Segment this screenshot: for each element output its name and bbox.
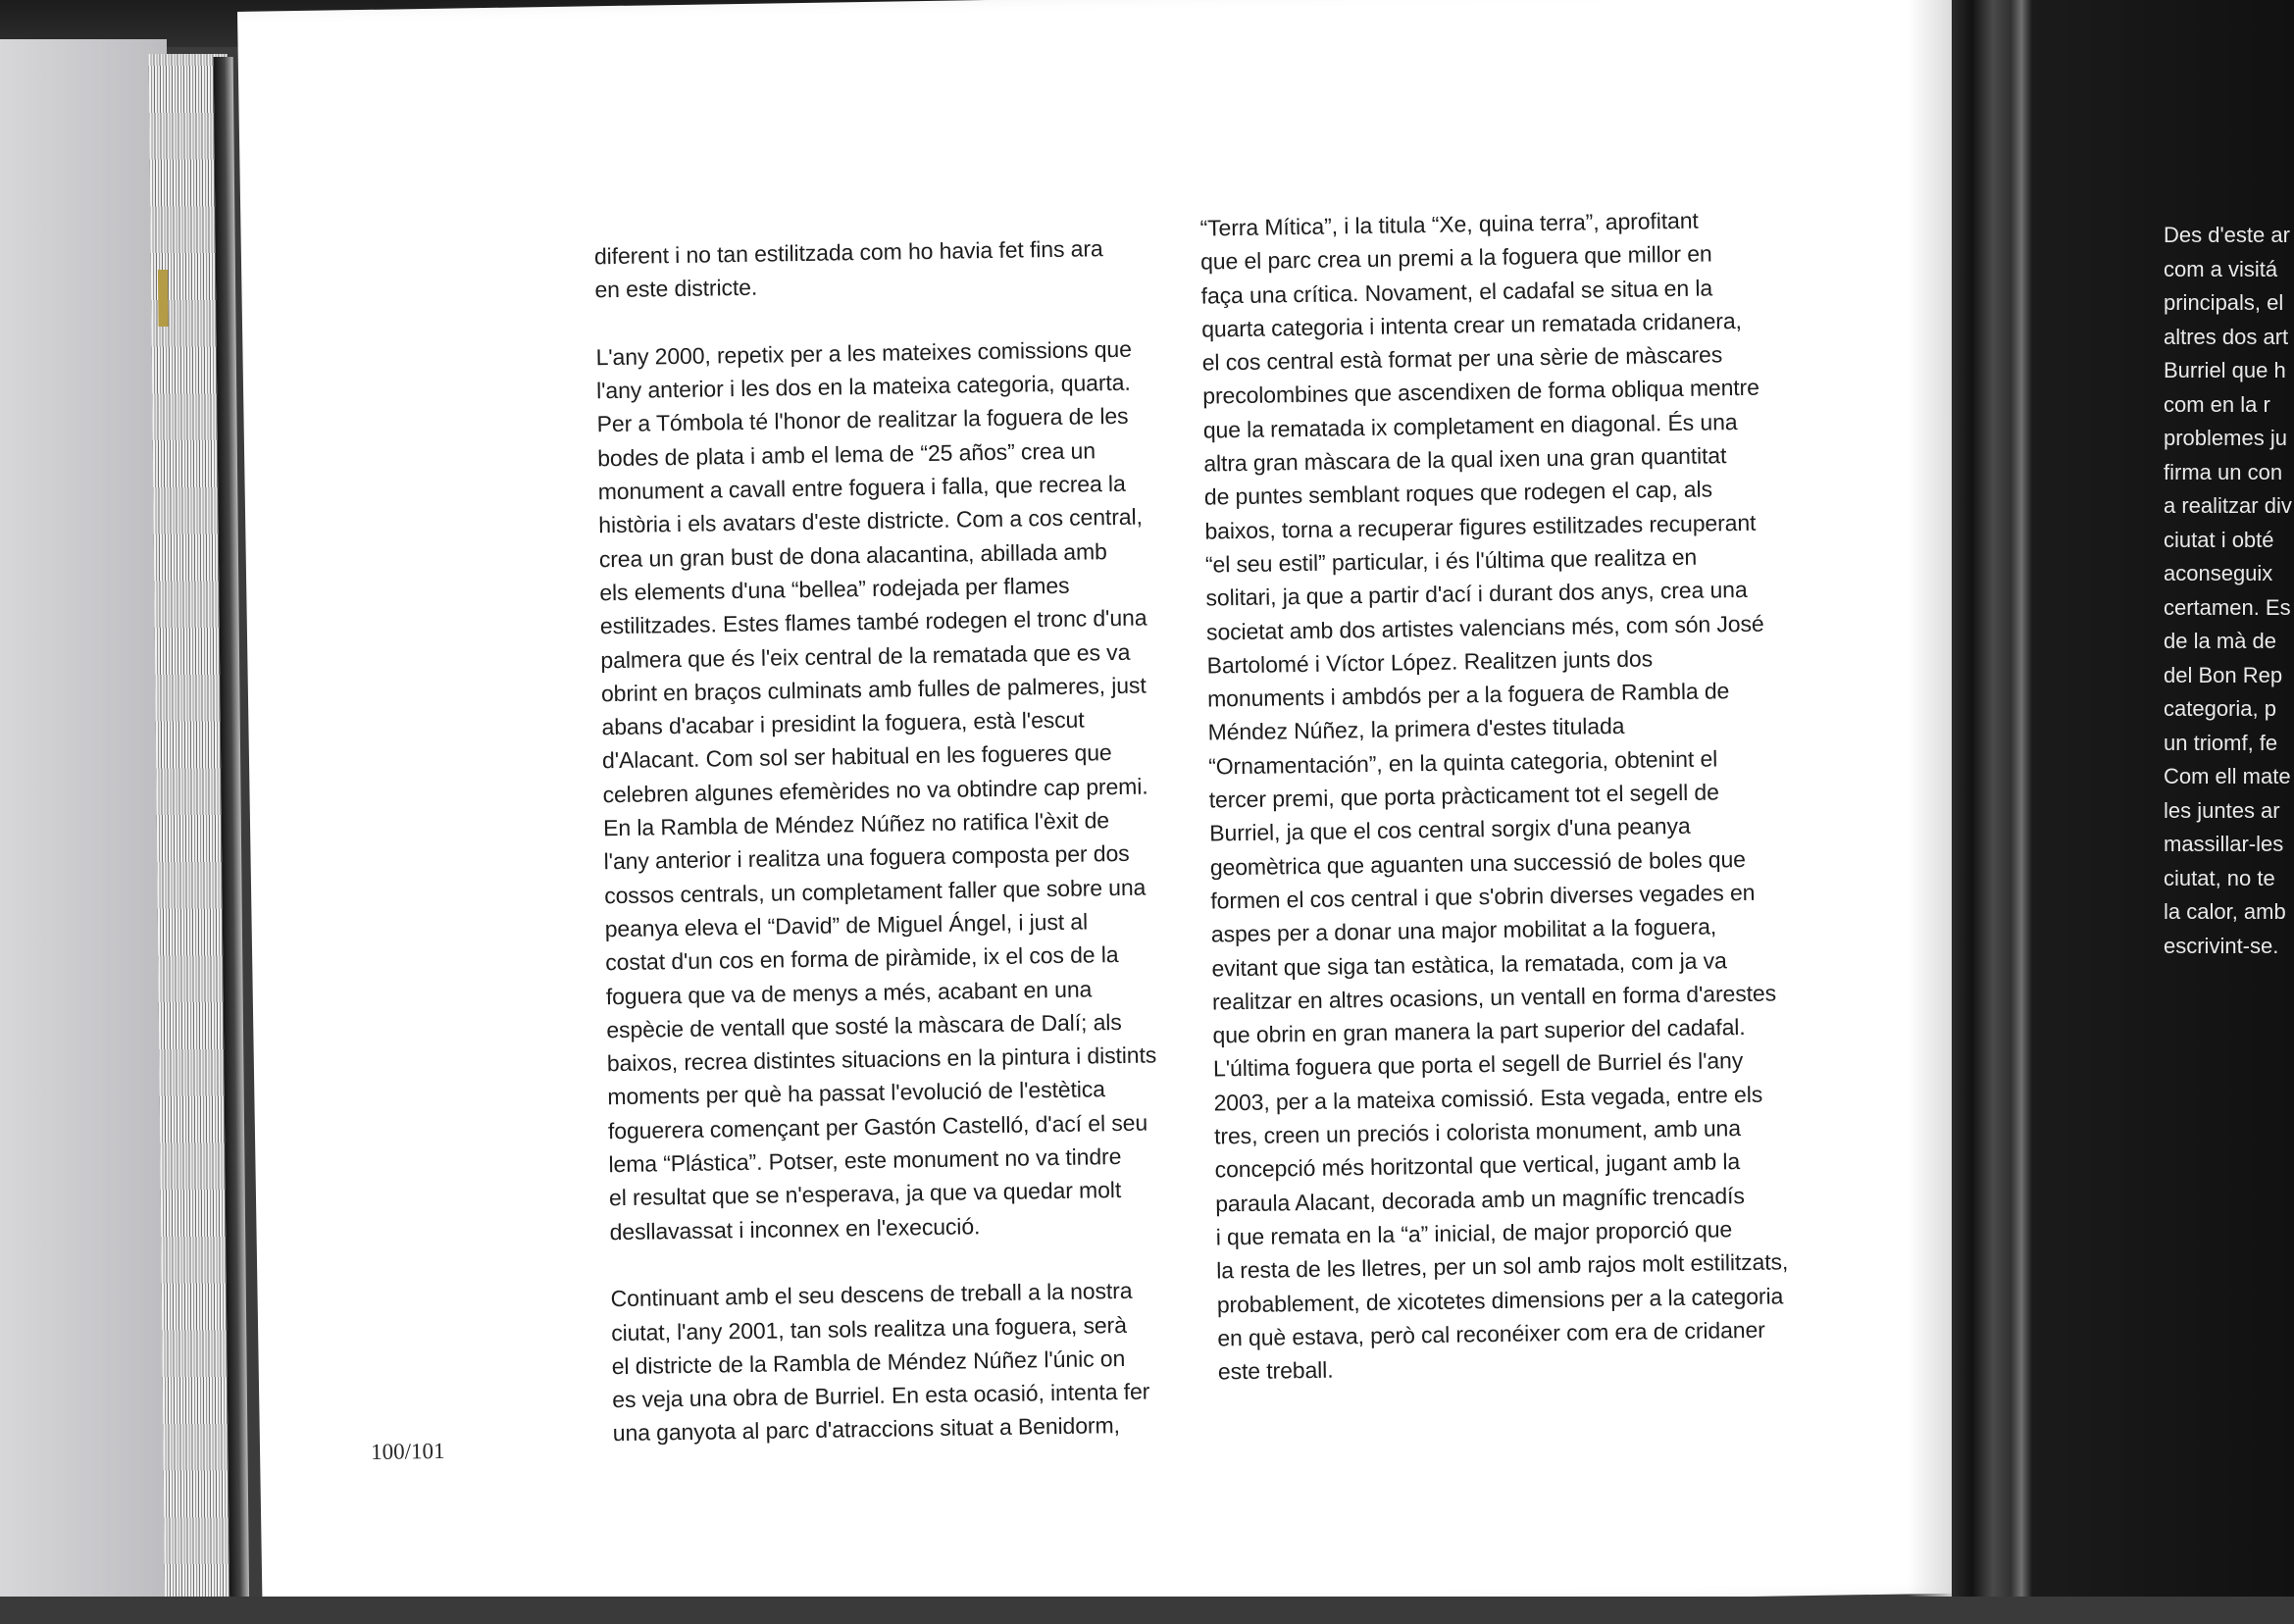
text-line: l'any anterior i les dos en la mateixa categoria, quarta.	[595, 369, 1131, 404]
text-line: 2003, per a la mateixa comissió. Esta vegada, entre els	[1213, 1081, 1763, 1116]
next-page-line: del Bon Rep	[2164, 662, 2283, 687]
next-page-line: Burriel que h	[2164, 358, 2286, 382]
text-line: monuments i ambdós per a la foguera de Rambla de	[1206, 678, 1730, 712]
text-line: cossos centrals, un completament faller que sobre una	[603, 874, 1147, 908]
next-page-line: Com ell mate	[2164, 764, 2291, 788]
text-line: quarta categoria i intenta crear un rematada cridanera,	[1200, 307, 1742, 342]
text-line: els elements d'una “bellea” rodejada per flames	[599, 572, 1070, 606]
next-page-dark	[1952, 0, 2294, 1624]
text-line: celebren algunes efemèrides no va obtindre cap premi.	[602, 773, 1148, 807]
text-line: el cos central està format per una sèrie de màscares	[1201, 341, 1723, 376]
text-line: geomètrica que aguanten una successió de boles que	[1209, 845, 1747, 881]
next-page-line: altres dos art	[2164, 324, 2289, 349]
next-page-line: les juntes ar	[2164, 797, 2280, 823]
text-line: la resta de les lletres, per un sol amb rajos molt estilitzats,	[1216, 1248, 1789, 1284]
text-line: tercer premi, que porta pràcticament tot el segell de	[1208, 779, 1720, 813]
next-page-line: de la mà de	[2164, 629, 2276, 653]
next-page-line: escrivint-se.	[2164, 933, 2279, 958]
text-line: baixos, recrea distintes situacions en la pintura i distints	[606, 1041, 1157, 1077]
text-line: desllavassat i inconnex en l'execució.	[609, 1212, 981, 1244]
next-page-line: principals, el	[2164, 290, 2284, 315]
text-line: que la rematada ix completament en diagonal. És una	[1202, 408, 1738, 443]
text-line: lema “Plástica”. Potser, este monument no va tindre	[608, 1143, 1122, 1178]
page-glare	[2011, 0, 2032, 1624]
text-line: una ganyota al parc d'atraccions situat a Benidorm,	[612, 1412, 1121, 1446]
text-line: es veja una obra de Burriel. En esta ocasió, intenta fer	[612, 1378, 1150, 1413]
text-line: l'any anterior i realitza una foguera composta per dos	[603, 840, 1130, 875]
text-line: el resultat que se n'esperava, ja que va quedar molt	[608, 1177, 1122, 1211]
text-line: i que remata en la “a” inicial, de major proporció que	[1215, 1216, 1733, 1250]
text-line: de puntes semblant roques que rodegen el cap, als	[1203, 476, 1713, 510]
next-page-line: ciutat, no te	[2164, 865, 2275, 890]
text-line: tres, creen un preciós i colorista monument, amb una	[1213, 1115, 1742, 1149]
text-line: monument a cavall entre foguera i falla, que recrea la	[597, 470, 1126, 505]
next-page-text	[2164, 219, 2294, 963]
text-line: bodes de plata i amb el lema de “25 años” crea un	[596, 437, 1096, 472]
text-line: Bartolomé i Víctor López. Realitzen junts dos	[1206, 645, 1654, 679]
next-page-line: problemes ju	[2164, 426, 2287, 450]
next-page-line: firma un con	[2164, 459, 2283, 484]
next-page-line: com en la r	[2164, 391, 2270, 417]
page-number: 100/101	[370, 1438, 445, 1465]
text-line: costat d'un cos en forma de piràmide, ix el cos de la	[605, 941, 1119, 976]
next-page-line: la calor, amb	[2164, 899, 2286, 924]
text-line: “Terra Mítica”, i la titula “Xe, quina terra”, aprofitant	[1199, 207, 1699, 241]
text-line: d'Alacant. Com sol ser habitual en les fogueres que	[601, 739, 1112, 774]
text-line: aspes per a donar una major mobilitat a la foguera,	[1210, 913, 1717, 947]
next-page-line: Des d'este ar	[2164, 223, 2290, 247]
text-line: estilitzades. Estes flames també rodegen el tronc d'una	[599, 604, 1147, 639]
scanner-background	[0, 39, 167, 1599]
text-line: diferent i no tan estilitzada com ho havia fet fins ara	[593, 235, 1103, 270]
right-text-column	[1199, 202, 1790, 1388]
text-line: moments per què ha passat l'evolució de l'estètica	[607, 1076, 1106, 1110]
left-text-column	[594, 231, 1163, 1450]
text-line: en este districte.	[594, 275, 758, 303]
text-line: En la Rambla de Méndez Núñez no ratifica l'èxit de	[602, 807, 1110, 841]
text-line: que obrin en gran manera la part superior del cadafal.	[1212, 1014, 1746, 1048]
next-page-line: massillar-les	[2164, 832, 2284, 856]
text-line: que el parc crea un premi a la foguera que millor en	[1199, 240, 1712, 275]
book-page	[237, 0, 2009, 1620]
text-line: “Ornamentación”, en la quinta categoria, obtenint el	[1208, 745, 1718, 780]
text-line: en què estava, però cal reconéixer com era de cridaner	[1217, 1316, 1765, 1351]
next-page-line: aconseguix	[2164, 561, 2273, 585]
next-page-line: a realitzar div	[2164, 493, 2292, 518]
text-line: realitzar en altres ocasions, un ventall en forma d'arestes	[1211, 980, 1777, 1015]
text-line: foguerera començant per Gastón Castelló, d'ací el seu	[607, 1109, 1148, 1143]
text-line: Burriel, ja que el cos central sorgix d'una peanya	[1209, 813, 1691, 846]
text-line: Continuant amb el seu descens de treball a la nostra	[610, 1278, 1133, 1312]
text-line: baixos, torna a recuperar figures estilitzades recuperant	[1204, 509, 1757, 544]
next-page-line: certamen. Es	[2164, 594, 2291, 620]
next-page-line: com a visitá	[2164, 256, 2278, 281]
text-line: paraula Alacant, decorada amb un magnífic trencadís	[1215, 1182, 1745, 1217]
text-line: L'última foguera que porta el segell de Burriel és l'any	[1212, 1047, 1744, 1082]
next-page-line: ciutat i obté	[2164, 527, 2274, 552]
next-page-line: categoria, p	[2164, 696, 2276, 721]
text-line: el districte de la Rambla de Méndez Núñez l'únic on	[611, 1345, 1126, 1379]
text-line: abans d'acabar i presidint la foguera, està l'escut	[601, 706, 1085, 740]
text-line: probablement, de xicotetes dimensions per a la categoria	[1216, 1282, 1784, 1317]
text-line: “el seu estil” particular, i és l'última que realitza en	[1204, 543, 1698, 578]
text-line: evitant que siga tan estàtica, la rematada, com ja va	[1211, 946, 1727, 982]
scanner-bottom-edge	[0, 1597, 2294, 1624]
text-line: L'any 2000, repetix per a les mateixes comissions que	[595, 335, 1132, 371]
text-line: altra gran màscara de la qual ixen una gran quantitat	[1203, 442, 1727, 477]
text-line: obrint en braços culminats amb fulles de palmeres, just	[600, 672, 1147, 707]
bookmark-ribbon	[158, 270, 169, 327]
text-line: societat amb dos artistes valencians més, com són José	[1205, 610, 1764, 645]
text-line: faça una crítica. Novament, el cadafal se situa en la	[1200, 275, 1713, 309]
text-line: Méndez Núñez, la primera d'estes titulada	[1207, 713, 1625, 745]
text-line: crea un gran bust de dona alacantina, abillada amb	[598, 537, 1107, 572]
text-line: solitari, ja que a partir d'ací i durant dos anys, crea una	[1205, 577, 1748, 611]
text-line: espècie de ventall que sosté la màscara de Dalí; als	[606, 1008, 1122, 1043]
text-line: història i els avatars d'este districte. Com a cos central,	[598, 503, 1143, 538]
next-page-line: un triomf, fe	[2164, 730, 2278, 755]
text-line: precolombines que ascendixen de forma obliqua mentre	[1202, 375, 1760, 410]
text-line: peanya eleva el “David” de Miguel Ángel, i just al	[604, 908, 1089, 942]
text-line: este treball.	[1217, 1356, 1334, 1385]
text-line: palmera que és l'eix central de la rematada que es va	[600, 638, 1131, 673]
text-line: foguera que va de menys a més, acabant en una	[605, 975, 1093, 1009]
text-line: Per a Tómbola té l'honor de realitzar la foguera de les	[596, 403, 1129, 437]
text-line: formen el cos central i que s'obrin diverses vegades en	[1210, 879, 1756, 914]
text-line: concepció més horitzontal que vertical, jugant amb la	[1214, 1148, 1741, 1183]
text-line: ciutat, l'any 2001, tan sols realitza una foguera, serà	[610, 1311, 1128, 1345]
